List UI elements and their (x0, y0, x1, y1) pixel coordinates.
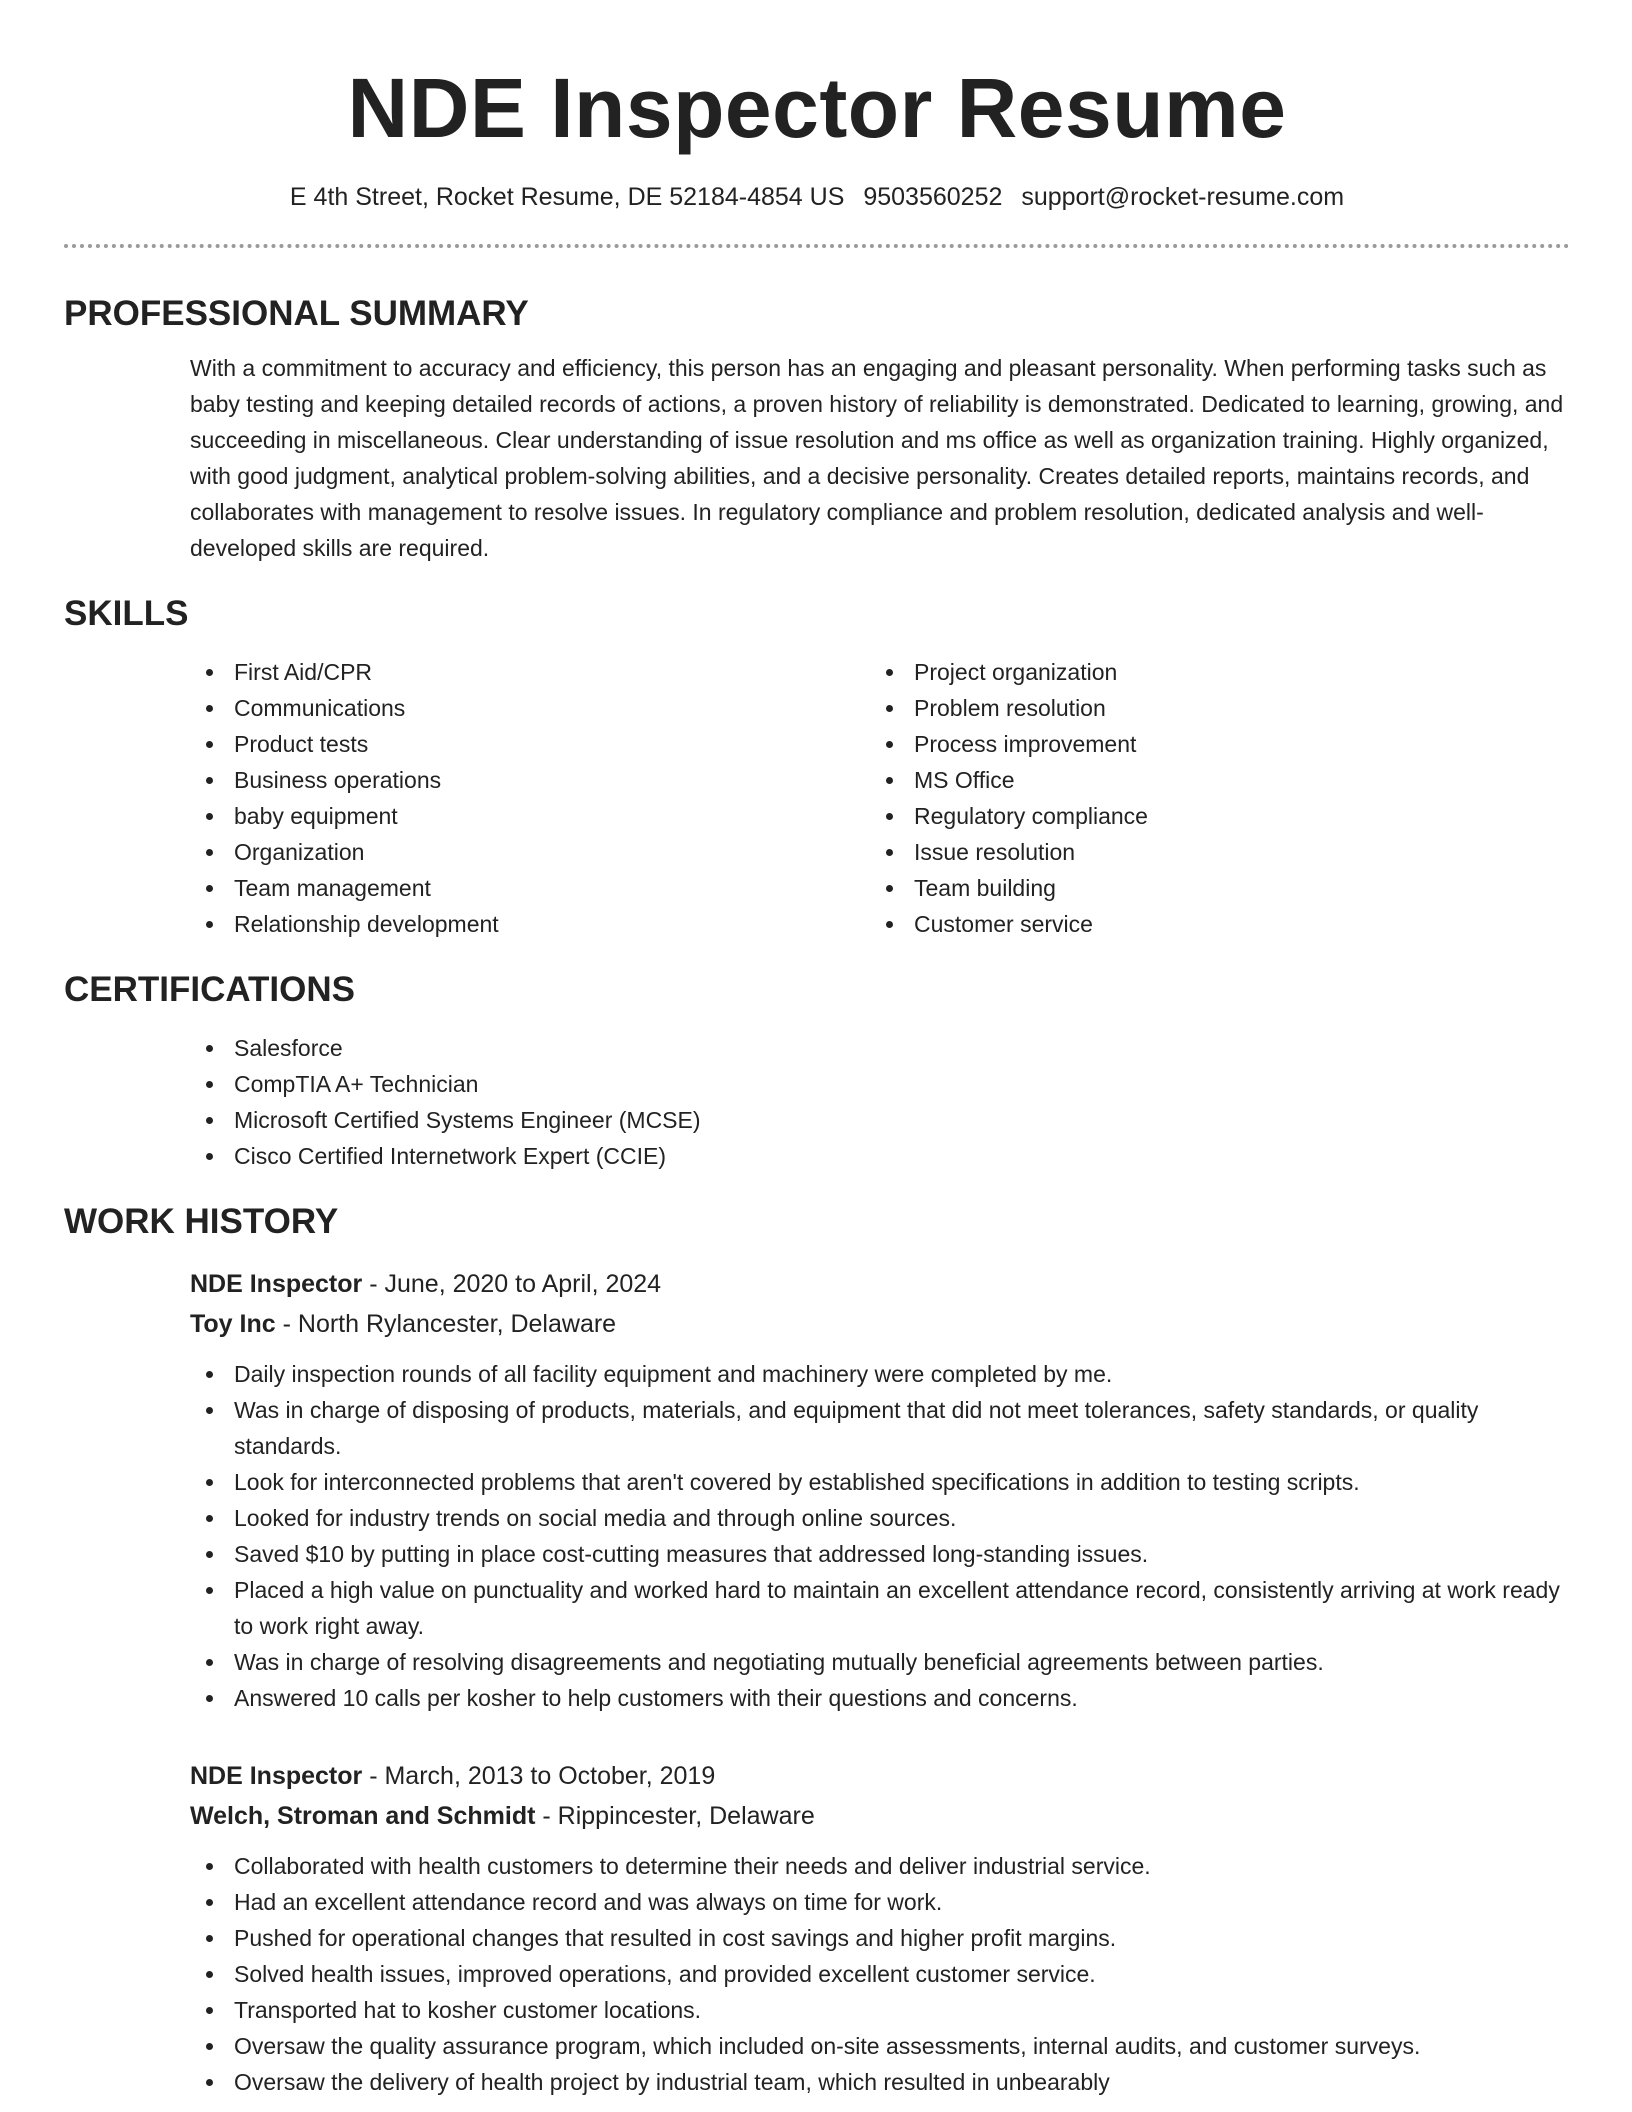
skills-heading: SKILLS (64, 594, 189, 633)
skill-item: Communications (190, 690, 870, 726)
certification-item: Cisco Certified Internetwork Expert (CCIE) (190, 1138, 1570, 1174)
resume-page (64, 0, 1570, 2112)
certifications-heading: CERTIFICATIONS (64, 970, 356, 1009)
contact-email: support@rocket-resume.com (1021, 183, 1345, 211)
skills-columns (190, 654, 1570, 942)
skill-item: Business operations (190, 762, 870, 798)
job-duty-item: Pushed for operational changes that resulted in cost savings and higher profit margins. (190, 1920, 1570, 1956)
skill-item: Relationship development (190, 906, 870, 942)
summary-heading: PROFESSIONAL SUMMARY (64, 294, 529, 333)
skill-item: baby equipment (190, 798, 870, 834)
contact-info (64, 180, 1570, 214)
skill-item: Problem resolution (870, 690, 1550, 726)
skill-item: Team management (190, 870, 870, 906)
job-duty-item: Looked for industry trends on social media and through online sources. (190, 1500, 1570, 1536)
contact-address: E 4th Street, Rocket Resume, DE 52184-4854 US (289, 183, 845, 211)
header-divider (64, 244, 1570, 248)
job-company: Toy Inc (190, 1310, 276, 1338)
job-duty-item: Had an excellent attendance record and was always on time for work. (190, 1884, 1570, 1920)
job-duty-item: Was in charge of resolving disagreements and negotiating mutually beneficial agreements between parties. (190, 1644, 1570, 1680)
job-entry (190, 1264, 1570, 1716)
skill-item: MS Office (870, 762, 1550, 798)
job-company-line (190, 1304, 1570, 1344)
job-dates: - March, 2013 to October, 2019 (362, 1762, 716, 1790)
contact-phone: 9503560252 (863, 183, 1003, 211)
job-duty-item: Answered 10 calls per kosher to help customers with their questions and concerns. (190, 1680, 1570, 1716)
job-title: NDE Inspector (190, 1762, 363, 1790)
certification-item: Microsoft Certified Systems Engineer (MCSE) (190, 1102, 1570, 1138)
skill-item: Team building (870, 870, 1550, 906)
skill-item: Issue resolution (870, 834, 1550, 870)
skill-item: Process improvement (870, 726, 1550, 762)
job-duties-list (190, 1356, 1570, 1716)
job-duty-item: Transported hat to kosher customer locations. (190, 1992, 1570, 2028)
job-entry (190, 1756, 1570, 2100)
resume-title: NDE Inspector Resume (347, 61, 1287, 155)
skill-item: Project organization (870, 654, 1550, 690)
skill-item: Regulatory compliance (870, 798, 1550, 834)
job-company: Welch, Stroman and Schmidt (190, 1802, 536, 1830)
job-duty-item: Daily inspection rounds of all facility equipment and machinery were completed by me. (190, 1356, 1570, 1392)
job-duties-list (190, 1848, 1570, 2100)
job-duty-item: Saved $10 by putting in place cost-cutting measures that addressed long-standing issues. (190, 1536, 1570, 1572)
job-title-line (190, 1756, 1570, 1796)
job-duty-item: Placed a high value on punctuality and worked hard to maintain an excellent attendance record, consistently arriving at work ready to work right away. (190, 1572, 1570, 1644)
job-title: NDE Inspector (190, 1270, 363, 1298)
skill-item: First Aid/CPR (190, 654, 870, 690)
job-duty-item: Collaborated with health customers to determine their needs and deliver industrial service. (190, 1848, 1570, 1884)
certification-item: CompTIA A+ Technician (190, 1066, 1570, 1102)
job-location: - Rippincester, Delaware (535, 1802, 815, 1830)
certifications-list (190, 1030, 1570, 1174)
job-dates: - June, 2020 to April, 2024 (362, 1270, 662, 1298)
summary-text: With a commitment to accuracy and efficiency, this person has an engaging and pleasant personality. When performing tasks such as baby testing and keeping detailed records of actions, a proven history of reliability is demonstrated. Dedicated to learning, growing, and succeeding in miscellaneous. Clear understanding of issue resolution and ms office as well as organization training. Highly organized, with good judgment, analytical problem-solving abilities, and a decisive personality. Creates detailed reports, maintains records, and collaborates with management to resolve issues. In regulatory compliance and problem resolution, dedicated analysis and well-developed skills are required. (190, 355, 1564, 561)
job-duty-item: Look for interconnected problems that aren't covered by established specifications in addition to testing scripts. (190, 1464, 1570, 1500)
job-duty-item: Was in charge of disposing of products, materials, and equipment that did not meet tolerances, safety standards, or quality standards. (190, 1392, 1570, 1464)
work-history-heading: WORK HISTORY (64, 1202, 339, 1241)
job-duty-item: Oversaw the delivery of health project by industrial team, which resulted in unbearably (190, 2064, 1570, 2100)
skills-list-right (870, 654, 1550, 942)
skill-item: Organization (190, 834, 870, 870)
skills-list-left (190, 654, 870, 942)
job-duty-item: Oversaw the quality assurance program, which included on-site assessments, internal audits, and customer surveys. (190, 2028, 1570, 2064)
job-duty-item: Solved health issues, improved operations, and provided excellent customer service. (190, 1956, 1570, 1992)
skill-item: Product tests (190, 726, 870, 762)
certification-item: Salesforce (190, 1030, 1570, 1066)
job-location: - North Rylancester, Delaware (275, 1310, 617, 1338)
skill-item: Customer service (870, 906, 1550, 942)
job-company-line (190, 1796, 1570, 1836)
job-title-line (190, 1264, 1570, 1304)
